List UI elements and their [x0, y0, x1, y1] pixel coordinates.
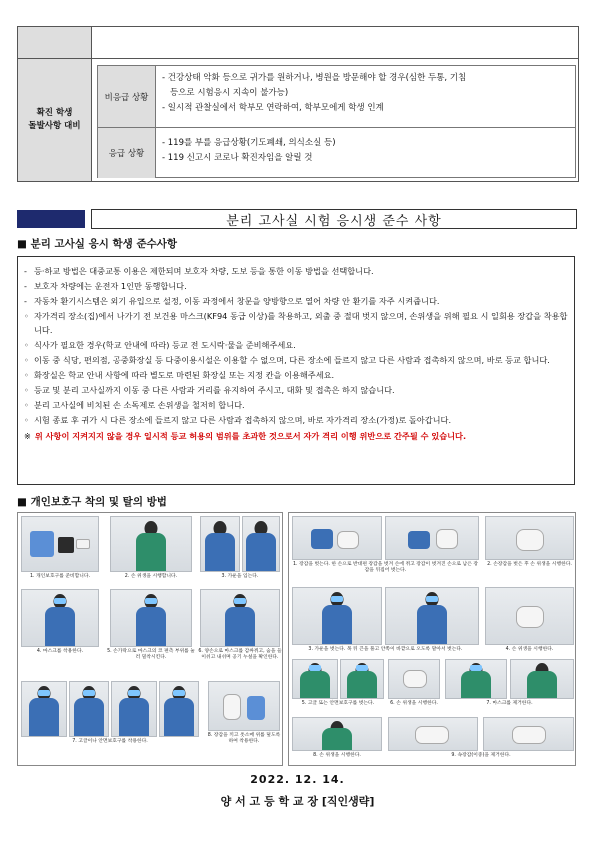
emergency-item: - 119를 부를 응급상황(기도폐쇄, 의식소실 등) [162, 138, 336, 148]
rule-item: ◦ 이동 중 식당, 편의점, 공중화장실 등 다중이용시설은 이용할 수 없으며, 다른 장소에 들르지 않고 다른 사람과 접촉하지 않으며, 바로 등교 합니다. [24, 354, 568, 368]
emergency-category-text: 확진 학생 돌발사항 대비 [28, 108, 81, 131]
emergency-items [162, 136, 571, 166]
inner-gloves-off-photo-1 [388, 717, 478, 751]
donning-caption: 6. 양손으로 마스크를 감싸쥐고, 숨을 들이쉬고 내쉬며 공기 누설을 확인한다. [198, 649, 282, 660]
rule-item: - 자동차 환기시스템은 외기 유입으로 설정, 이동 과정에서 창문을 양방향으로 열어 차량 안 환기를 자주 시켜줍니다. [24, 295, 568, 309]
doffing-caption: 6. 손 위생을 시행한다. [388, 701, 440, 707]
doffing-caption: 7. 마스크를 제거한다. [445, 701, 574, 707]
emergency-category-label [18, 59, 92, 181]
handwash-photo [110, 516, 192, 572]
non-emergency-item: 등으로 시험응시 지속이 불가능) [170, 88, 289, 98]
doffing-caption: 2. 손장갑을 벗은 후 손 위생을 시행한다. [485, 562, 574, 568]
rules-box [17, 256, 575, 485]
emergency-item: - 119 신고시 코로나 확진자임을 알릴 것 [162, 153, 313, 163]
rule-item: ◦ 시험 종료 후 귀가 시 다른 장소에 들르지 않고 다른 사람과 접촉하지 않으며, 바로 자가격리 장소(가정)로 돌아갑니다. [24, 414, 568, 428]
doffing-panel [288, 512, 576, 766]
mask-press-photo [110, 589, 192, 647]
donning-caption: 2. 손 위생을 시행합니다. [110, 574, 192, 580]
mask-off-photo-2 [510, 659, 574, 699]
rule-item: ◦ 식사가 필요한 경우(학교 안내에 따라) 등교 전 도시락·물을 준비해주세요. [24, 339, 568, 353]
emergency-subtable [97, 65, 576, 178]
doffing-caption: 4. 손 위생을 시행한다. [485, 647, 574, 653]
table-header-cell-empty [18, 27, 92, 58]
emergency-label: 응급 상황 [98, 128, 156, 178]
rule-item: - 보호자 차량에는 운전자 1인만 동행합니다. [24, 280, 568, 294]
section-title: 분리 고사실 시험 응시생 준수 사항 [91, 209, 577, 229]
donning-caption: 5. 손가락으로 마스크의 코 편측 부위를 눌러 밀착시킨다. [107, 649, 195, 660]
section-title-accent-bar [17, 210, 85, 228]
gown-off-photo-2 [385, 587, 479, 645]
face-shield-photo-2 [159, 681, 199, 737]
non-emergency-item: - 건강상태 악화 등으로 귀가를 원하거나, 병원을 방문해야 할 경우(심한 두통, 기침 [162, 73, 467, 83]
hand-hygiene-photo-1 [485, 516, 574, 560]
donning-caption: 4. 마스크를 착용한다. [21, 649, 99, 655]
warning-mark: ※ [24, 431, 31, 441]
gown-photo-front [200, 516, 240, 572]
doffing-caption: 9. 속장갑(이중)을 제거한다. [388, 753, 574, 759]
mask-fit-check-photo [200, 589, 280, 647]
non-emergency-item: - 일시적 관찰실에서 학부모 연락하여, 학부모에게 학생 인계 [162, 103, 384, 113]
hand-hygiene-photo-3 [388, 659, 440, 699]
rules-heading: ■ 분리 고사실 응시 학생 준수사항 [17, 238, 178, 250]
goggles-photo-1 [21, 681, 67, 737]
face-shield-photo-1 [111, 681, 157, 737]
warning-text: 위 사항이 지켜지지 않을 경우 일시적 등교 허용의 범위를 초과한 것으로서 자가 격리 이행 위반으로 간주될 수 있습니다. [34, 431, 467, 441]
hand-hygiene-photo-2 [485, 587, 574, 645]
donning-caption: 8. 장갑을 끼고 옷소매 위를 덮도록 하여 착용한다. [207, 733, 281, 744]
document-date: 2022. 12. 14. [250, 773, 345, 786]
hand-hygiene-photo-4 [292, 717, 382, 751]
mask-on-photo [21, 589, 99, 647]
inner-gloves-off-photo-2 [483, 717, 574, 751]
goggles-off-photo-2 [340, 659, 384, 699]
table-row-top [18, 27, 578, 59]
doffing-caption: 1. 장갑을 벗는다. 한 손으로 반대편 장갑을 벗겨 손에 쥐고 장갑이 벗겨진 손으로 남은 장갑을 뒤집어 벗는다. [292, 562, 478, 573]
donning-panel [17, 512, 283, 766]
gloves-on-photo [208, 681, 280, 731]
gown-off-photo-1 [292, 587, 382, 645]
goggles-photo-2 [69, 681, 109, 737]
gloves-off-photo-1 [292, 516, 382, 560]
response-table [17, 26, 579, 182]
donning-caption: 7. 고글이나 안면보호구를 착용한다. [21, 739, 199, 745]
rule-item: ◦ 등교 및 분리 고사실까지 이동 중 다른 사람과 거리를 유지하여 주시고, 대화 및 접촉은 하지 않습니다. [24, 384, 568, 398]
rule-item: - 등·하교 방법은 대중교통 이용은 제한되며 보호자 차량, 도보 등을 통한 이동 방법을 선택합니다. [24, 265, 568, 279]
doffing-caption: 3. 가운을 벗는다. 목 뒤 끈을 풀고 안쪽이 바깥으로 오도록 말아서 벗는다. [292, 647, 479, 653]
donning-caption: 3. 가운을 입는다. [200, 574, 280, 580]
rule-item: ◦ 분리 고사실에 비치된 손 소독제로 손위생을 철저히 합니다. [24, 399, 568, 413]
rules-list [24, 265, 568, 427]
gown-photo-back [242, 516, 280, 572]
non-emergency-items [162, 71, 571, 116]
doffing-caption: 8. 손 위생을 시행한다. [292, 753, 382, 759]
goggles-off-photo-1 [292, 659, 338, 699]
rule-item: ◦ 자가격리 장소(집)에서 나가기 전 보건용 마스크(KF94 동급 이상)를 착용하고, 외출 중 절대 벗지 않으며, 손위생을 위해 필요 시 일회용 장갑을 착용합니다. [24, 310, 568, 337]
gloves-off-photo-2 [385, 516, 479, 560]
donning-caption: 1. 개인보호구를 준비합니다. [21, 574, 99, 580]
non-emergency-label: 비응급 상황 [98, 66, 156, 127]
emergency-row [98, 128, 575, 178]
principal-signature: 양 서 고 등 학 교 장 [직인생략] [220, 795, 375, 808]
warning-note [24, 430, 568, 443]
rule-item: ◦ 화장실은 학교 안내 사항에 따라 별도로 마련된 화장실 또는 지정 칸을 이용해주세요. [24, 369, 568, 383]
ppe-kit-photo [21, 516, 99, 572]
doffing-caption: 5. 고글 또는 안면보호구를 벗는다. [292, 701, 384, 707]
mask-off-photo-1 [445, 659, 507, 699]
non-emergency-row [98, 66, 575, 128]
ppe-heading: ■ 개인보호구 착의 및 탈의 방법 [17, 496, 167, 508]
